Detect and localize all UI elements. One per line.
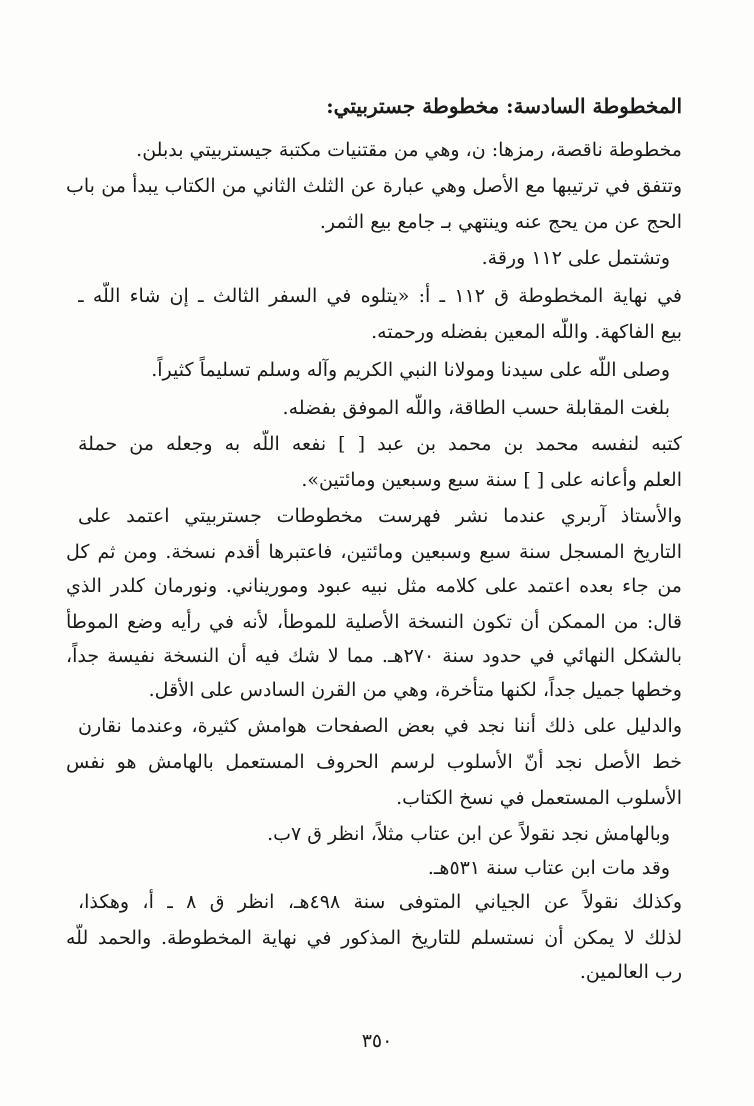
paragraph-line: مخطوطة ناقصة، رمزها: ن، وهي من مقتنيات مكتبة جيستربيتي بدبلن.	[136, 139, 682, 161]
paragraph-line: قال: من الممكن أن تكون النسخة الأصلية للموطأ، لأنه في رأيه وضع الموطأ	[66, 611, 682, 633]
paragraph-line: بلغت المقابلة حسب الطاقة، واللّه الموفق بفضله.	[282, 397, 670, 419]
paragraph-line: الأسلوب المستعمل في نسخ الكتاب.	[396, 787, 682, 809]
paragraph-line: خط الأصل نجد أنّ الأسلوب لرسم الحروف المستعمل بالهامش هو نفس	[66, 751, 682, 773]
paragraph-line: لذلك لا يمكن أن نستسلم للتاريخ المذكور في نهاية المخطوطة. والحمد للّه	[66, 927, 682, 949]
page-number: ٣٥٠	[361, 1030, 393, 1052]
paragraph-line: بيع الفاكهة. واللّه المعين بفضله ورحمته.	[371, 321, 682, 343]
paragraph-line: في نهاية المخطوطة ق ١١٢ ـ أ: «يتلوه في السفر الثالث ـ إن شاء اللّه ـ	[78, 285, 682, 307]
paragraph-line: الحج عن من يحج عنه وينتهي بـ جامع بيع الثمر.	[319, 211, 682, 233]
paragraph-line: وتشتمل على ١١٢ ورقة.	[481, 247, 670, 269]
paragraph-line: وصلى اللّه على سيدنا ومولانا النبي الكريم وآله وسلم تسليماً كثيراً.	[151, 359, 670, 381]
paragraph-line: وكذلك نقولاً عن الجياني المتوفى سنة ٤٩٨هـ، انظر ق ٨ ـ أ، وهكذا،	[78, 891, 682, 913]
paragraph-line: العلم وأعانه على [ ] سنة سبع وسبعين ومائتين».	[301, 469, 682, 491]
paragraph-line: والدليل على ذلك أننا نجد في بعض الصفحات هوامش كثيرة، وعندما نقارن	[78, 715, 682, 737]
paragraph-line: كتبه لنفسه محمد بن محمد بن عبد [ ] نفعه اللّه به وجعله من حملة	[78, 433, 682, 455]
section-heading: المخطوطة السادسة: مخطوطة جستربيتي:	[326, 94, 682, 118]
paragraph-line: وخطها جميل جداً، لكنها متأخرة، وهي من القرن السادس على الأقل.	[148, 679, 682, 701]
paragraph-line: والأستاذ آربري عندما نشر فهرست مخطوطات جستربيتي اعتمد على	[78, 505, 682, 527]
paragraph-line: وبالهامش نجد نقولاً عن ابن عتاب مثلاً، انظر ق ٧ب.	[267, 823, 670, 845]
paragraph-line: التاريخ المسجل سنة سبع وسبعين ومائتين، فاعتبرها أقدم نسخة. ومن ثم كل	[66, 541, 682, 563]
paragraph-line: وتتفق في ترتيبها مع الأصل وهي عبارة عن الثلث الثاني من الكتاب يبدأ من باب	[66, 175, 682, 197]
paragraph-line: وقد مات ابن عتاب سنة ٥٣١هـ.	[427, 857, 670, 879]
paragraph-line: من جاء بعده اعتمد على كلامه مثل نبيه عبود وموريناني. ونورمان كلدر الذي	[66, 575, 682, 597]
paragraph-line: رب العالمين.	[579, 961, 682, 983]
paragraph-line: بالشكل النهائي في حدود سنة ٢٧٠هـ. مما لا شك فيه أن النسخة نفيسة جداً،	[66, 645, 682, 667]
